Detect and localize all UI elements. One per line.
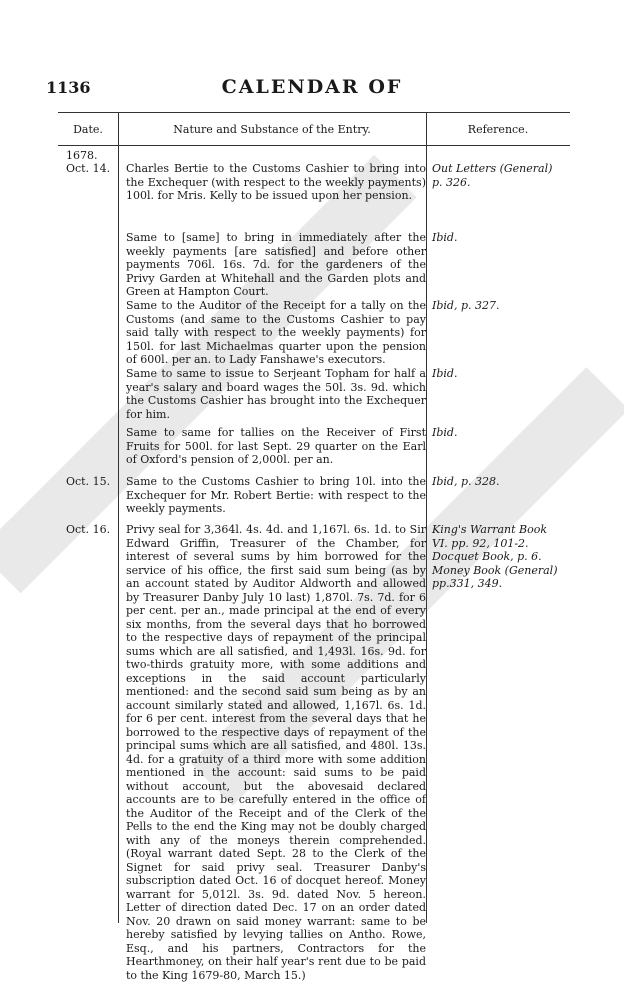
entry-text: Charles Bertie to the Customs Cashier to bring into the Exchequer (with respect to the weekly payments) 100l. for Mris. Kelly to be issued upon her pension. [126, 162, 426, 202]
entry-text: Same to same for tallies on the Receiver of First Fruits for 500l. for last Sept. 29 quarter on the Earl of Oxford's pension of 2,000l. per an. [126, 426, 426, 466]
entry-reference: Ibid. [432, 426, 458, 439]
entry-date: Oct. 14. [66, 162, 111, 175]
calendar-table [58, 112, 570, 982]
column-divider [118, 113, 119, 923]
entry-text: Same to same to issue to Serjeant Topham for half a year's salary and board wages the 50l. 3s. 9d. which the Customs Cashier has brought into the Exchequer for him. [126, 367, 426, 421]
running-title: CALENDAR OF [221, 76, 403, 98]
entry-reference: Ibid, p. 328. [432, 475, 500, 488]
entry-text: Same to the Auditor of the Receipt for a tally on the Customs (and same to the Customs Cashier to pay said tally with respect to the weekly payments) for 150l. for last Michaelmas quarter upon the pension of 600l. per an. to Lady Fanshawe's executors. [126, 299, 426, 366]
year-label: 1678. [66, 149, 98, 162]
column-header-reference: Reference. [467, 123, 529, 136]
entry-text: Privy seal for 3,364l. 4s. 4d. and 1,167l. 6s. 1d. to Sir Edward Griffin, Treasurer of the Chamber, for interest of several sums by him borrowed for the service of his office, the first said sum being (as by an account stated by Auditor Aldworth and allowed by Treasurer Danby July 10 last) 1,870l. 7s. 7d. for 6 per cent. per an., made principal at the end of every six months, from the several days that ho borrowed to the respective days of repayment of the principal sums which are all satisfied, and 1,493l. 16s. 9d. for two-thirds gratuity more, with some additions and exceptions in the said account particularly mentioned: and the second said sum being as by an account similarly stated and allowed, 1,167l. 6s. 1d. for 6 per cent. interest from the several days that he borrowed to the respective days of repayment of the principal sums which are all satisfied, and 480l. 13s. 4d. for a gratuity of a third more with some addition mentioned in the account: said sums to be paid without account, but the abovesaid declared accounts are to be carefully entered in the office of the Auditor of the Receipt and of the Clerk of the Pells to the end the King may not be doubly charged with any of the moneys therein comprehended. (Royal warrant dated Sept. 28 to the Clerk of the Signet for said privy seal. Treasurer Danby's subscription dated Oct. 16 of docquet hereof. Money warrant for 5,012l. 3s. 9d. dated Nov. 5 hereon. Letter of direction dated Dec. 17 on an order dated Nov. 20 drawn on said money warrant: same to be hereby satisfied by levying tallies on Antho. Rowe, Esq., and his partners, Contractors for the Hearthmoney, on their half year's rent due to be paid to the King 1679-80, March 15.) [126, 523, 426, 982]
entry-text: Same to [same] to bring in immediately after the weekly payments [are satisfied] and before other payments 706l. 16s. 7d. for the gardeners of the Privy Garden at Whitehall and the Garden plots and Green at Hampton Court. [126, 231, 426, 298]
header-divider [58, 145, 570, 146]
entry-reference: Out Letters (General) p. 326. [432, 162, 553, 189]
entry-reference: Ibid. [432, 231, 458, 244]
page-number: 1136 [46, 78, 91, 97]
column-divider [426, 113, 427, 923]
column-header-date: Date. [73, 123, 103, 136]
entry-reference: Ibid. [432, 367, 458, 380]
entry-date: Oct. 16. [66, 523, 111, 536]
entry-reference: King's Warrant Book VI. pp. 92, 101-2. Docquet Book, p. 6. Money Book (General) pp.331, 349. [432, 523, 558, 590]
entry-reference: Ibid, p. 327. [432, 299, 500, 312]
column-header-nature: Nature and Substance of the Entry. [173, 123, 371, 136]
entry-date: Oct. 15. [66, 475, 111, 488]
entry-text: Same to the Customs Cashier to bring 10l. into the Exchequer for Mr. Robert Bertie: with respect to the weekly payments. [126, 475, 426, 515]
